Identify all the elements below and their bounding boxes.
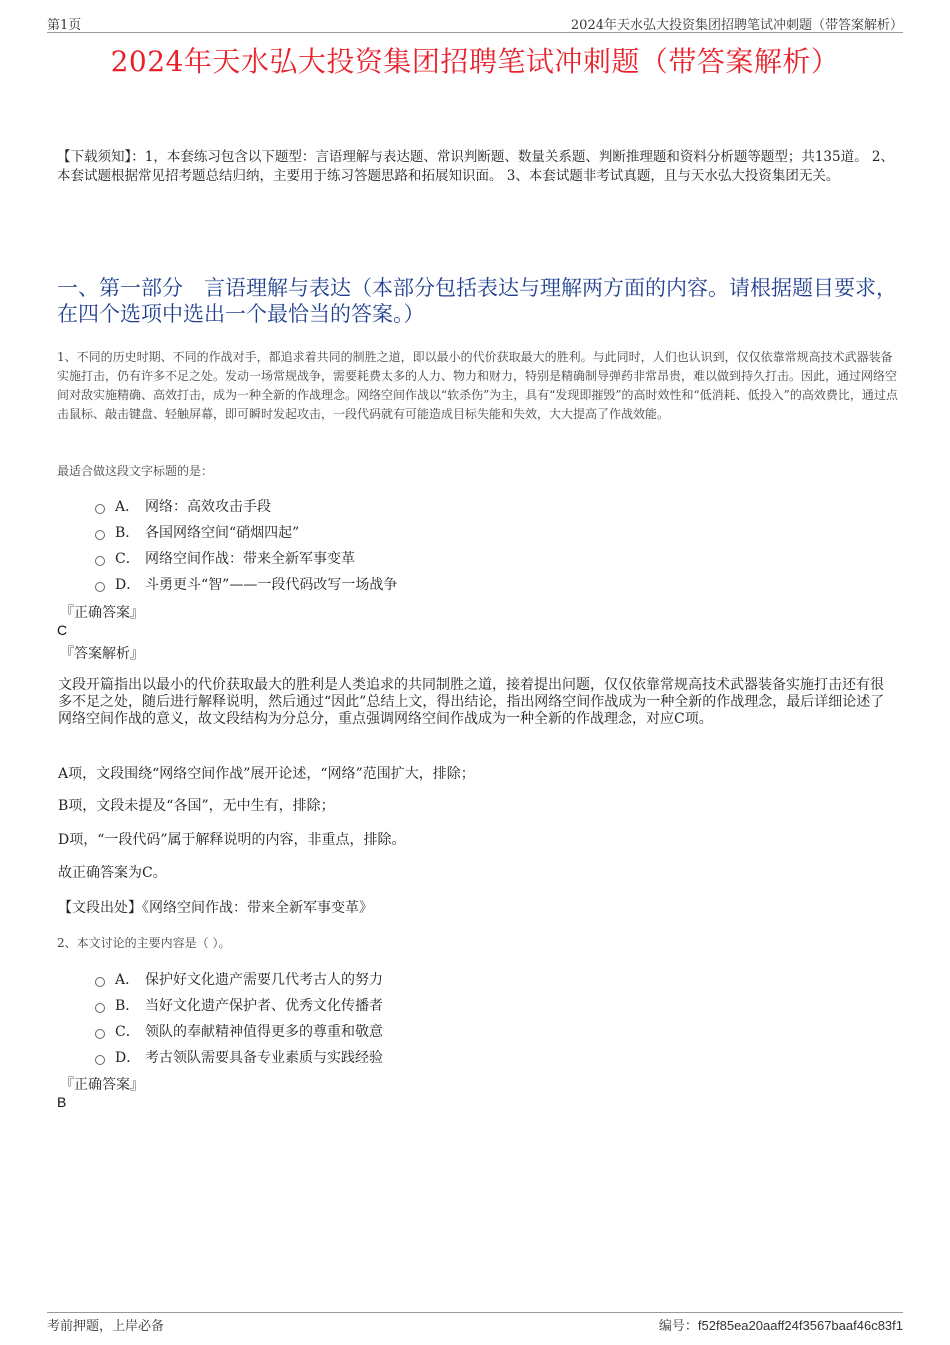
radio-icon[interactable] bbox=[95, 504, 105, 514]
page-title: 2024年天水弘大投资集团招聘笔试冲刺题（带答案解析） bbox=[110, 45, 840, 78]
question-2-text: 2、本文讨论的主要内容是（ ）。 bbox=[57, 936, 231, 950]
page-footer bbox=[47, 1312, 903, 1334]
page-header bbox=[47, 10, 903, 33]
option-d[interactable]: D． 考古领队需要具备专业素质与实践经验 bbox=[95, 1044, 383, 1070]
analysis-paragraph: A项，文段围绕“网络空间作战”展开论述，“网络”范围扩大，排除； bbox=[58, 766, 475, 782]
source-citation: 【文段出处】《网络空间作战：带来全新军事变革》 bbox=[58, 900, 373, 916]
analysis-paragraph: B项，文段未提及“各国”，无中生有，排除； bbox=[58, 798, 335, 814]
radio-icon[interactable] bbox=[95, 1029, 105, 1039]
option-c[interactable]: C． 网络空间作战：带来全新军事变革 bbox=[95, 545, 397, 571]
radio-icon[interactable] bbox=[95, 530, 105, 540]
radio-icon[interactable] bbox=[95, 556, 105, 566]
answer-label: 『正确答案』 bbox=[60, 1077, 144, 1093]
correct-answer: B bbox=[57, 1094, 67, 1110]
option-b[interactable]: B． 各国网络空间“硝烟四起” bbox=[95, 519, 397, 545]
option-b[interactable]: B． 当好文化遗产保护者、优秀文化传播者 bbox=[95, 992, 383, 1018]
analysis-paragraph: 故正确答案为C。 bbox=[58, 865, 167, 881]
radio-icon[interactable] bbox=[95, 1003, 105, 1013]
analysis-label: 『答案解析』 bbox=[60, 646, 144, 662]
question-2-options bbox=[95, 966, 383, 1070]
question-1-prompt: 最适合做这段文字标题的是： bbox=[57, 464, 214, 478]
analysis-paragraph: D项，“一段代码”属于解释说明的内容，非重点，排除。 bbox=[58, 832, 406, 848]
analysis-paragraph: 文段开篇指出以最小的代价获取最大的胜利是人类追求的共同制胜之道，接着提出问题，仅仅依靠常规高技术武器装备实施打击还有很多不足之处，随后进行解释说明，然后通过“因此”总结上文，得出结论，指出网络空间作战成为一种全新的作战理念，最后详细论述了网络空间作战的意义，故文段结构为分总分，重点强调网络空间作战成为一种全新的作战理念，对应C项。 bbox=[58, 677, 885, 727]
correct-answer: C bbox=[57, 622, 68, 638]
page-number: 第1页 bbox=[47, 18, 82, 33]
question-1-options bbox=[95, 493, 397, 597]
section-heading: 一、第一部分 言语理解与表达（本部分包括表达与理解两方面的内容。请根据题目要求，在四个选项中选出一个最恰当的答案。） bbox=[57, 276, 897, 326]
footer-slogan: 考前押题，上岸必备 bbox=[47, 1319, 165, 1334]
radio-icon[interactable] bbox=[95, 1055, 105, 1065]
option-a[interactable]: A． 保护好文化遗产需要几代考古人的努力 bbox=[95, 966, 383, 992]
header-doc-title: 2024年天水弘大投资集团招聘笔试冲刺题（带答案解析） bbox=[570, 18, 903, 33]
answer-label: 『正确答案』 bbox=[60, 605, 144, 621]
option-d[interactable]: D． 斗勇更斗“智”——一段代码改写一场战争 bbox=[95, 571, 397, 597]
option-a[interactable]: A． 网络：高效攻击手段 bbox=[95, 493, 397, 519]
radio-icon[interactable] bbox=[95, 582, 105, 592]
radio-icon[interactable] bbox=[95, 977, 105, 987]
question-1-text: 1、不同的历史时期、不同的作战对手，都追求着共同的制胜之道，即以最小的代价获取最大的胜利。与此同时，人们也认识到，仅仅依靠常规高技术武器装备实施打击，仍有许多不足之处。发动一场常规战争，需要耗费太多的人力、物力和财力，特别是精确制导弹药非常昂贵，难以做到持久打击。因此，通过网络空间对敌实施精确、高效打击，成为一种全新的作战理念。网络空间作战以“软杀伤”为主，具有“发现即摧毁”的高时效性和“低消耗、低投入”的高效费比，通过点击鼠标、敲击键盘、轻触屏幕，即可瞬时发起攻击，一段代码就有可能造成目标失能和失效，大大提高了作战效能。 bbox=[57, 350, 898, 421]
footer-code: 编号：f52f85ea20aaff24f3567baaf46c83f1 bbox=[658, 1318, 903, 1334]
download-notice: 【下载须知】：1，本套练习包含以下题型：言语理解与表达题、常识判断题、数量关系题、判断推理题和资料分析题等题型；共135道。 2、本套试题根据常见招考题总结归纳，主要用于练习答题思路和拓展知识面。 3、本套试题非考试真题，且与天水弘大投资集团无关。 bbox=[57, 149, 894, 184]
option-c[interactable]: C． 领队的奉献精神值得更多的尊重和敬意 bbox=[95, 1018, 383, 1044]
